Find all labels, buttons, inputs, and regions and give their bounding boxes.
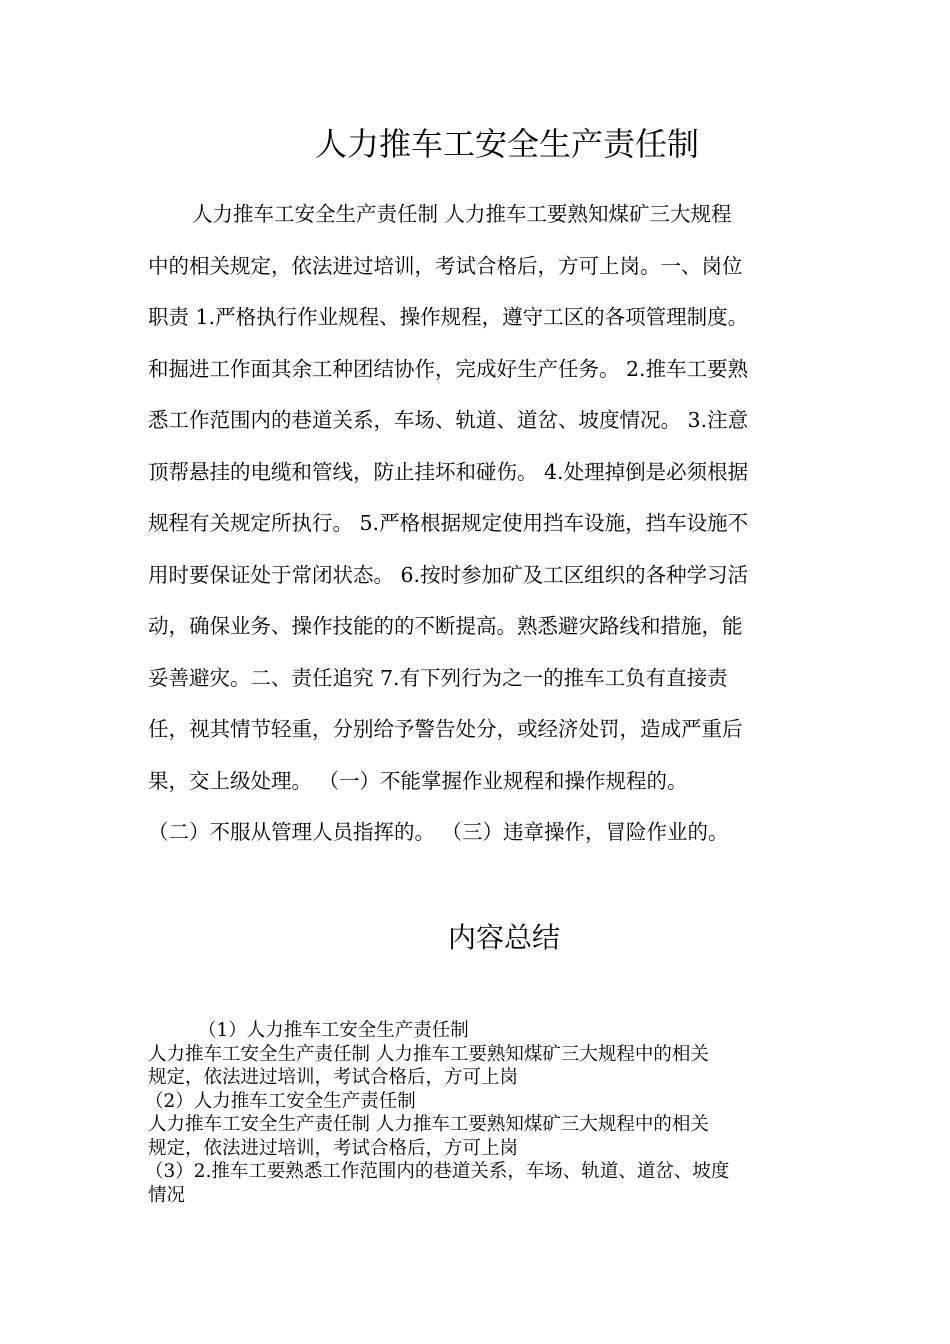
body-line: （二）不服从管理人员指挥的。 （三）违章操作，冒险作业的。 <box>148 820 729 844</box>
body-line: 中的相关规定，依法进过培训，考试合格后，方可上岗。一、岗位 <box>148 253 743 278</box>
body-line: 和掘进工作面其余工种团结协作，完成好生产任务。 2.推车工要熟 <box>148 356 749 381</box>
summary-item-text: 情况 <box>148 1184 186 1206</box>
body-line: 妥善避灾。二、责任追究 7.有下列行为之一的推车工负有直接责 <box>148 665 728 690</box>
summary-item-text: 人力推车工安全生产责任制 人力推车工要熟知煤矿三大规程中的相关 <box>148 1114 709 1135</box>
body-line: 顶帮悬挂的电缆和管线，防止挂坏和碰伤。 4.处理掉倒是必须根据 <box>148 459 749 484</box>
summary-item-text: 规定，依法进过培训，考试合格后，方可上岗 <box>148 1067 519 1088</box>
document-body <box>148 196 808 866</box>
document-title: 人力推车工安全生产责任制 <box>314 125 699 163</box>
body-line: 任，视其情节轻重，分别给予警告处分，或经济处罚，造成严重后 <box>148 717 743 741</box>
summary-title: 内容总结 <box>447 921 560 954</box>
body-line: 动，确保业务、操作技能的的不断提高。熟悉避灾路线和措施，能 <box>148 614 743 638</box>
body-line: 人力推车工安全生产责任制 人力推车工要熟知煤矿三大规程 <box>192 202 732 226</box>
summary-section <box>145 1019 818 1207</box>
summary-item-text: 规定，依法进过培训，考试合格后，方可上岗 <box>148 1137 519 1159</box>
body-line: 用时要保证处于常闭状态。 6.按时参加矿及工区组织的各种学习活 <box>148 562 749 587</box>
summary-item-heading: （2）人力推车工安全生产责任制 <box>145 1090 416 1112</box>
body-line: 规程有关规定所执行。 5.严格根据规定使用挡车设施，挡车设施不 <box>148 511 749 535</box>
body-line: 职责 1.严格执行作业规程、操作规程，遵守工区的各项管理制度。 <box>148 305 749 329</box>
body-line: 悉工作范围内的巷道关系，车场、轨道、道岔、坡度情况。 3.注意 <box>148 408 749 432</box>
body-line: 果，交上级处理。 （一）不能掌握作业规程和操作规程的。 <box>148 768 688 793</box>
summary-item-text: 人力推车工安全生产责任制 人力推车工要熟知煤矿三大规程中的相关 <box>148 1043 709 1065</box>
summary-item-heading: （3）2.推车工要熟悉工作范围内的巷道关系，车场、轨道、道岔、坡度 <box>145 1161 730 1182</box>
summary-item-heading: （1）人力推车工安全生产责任制 <box>198 1020 469 1041</box>
